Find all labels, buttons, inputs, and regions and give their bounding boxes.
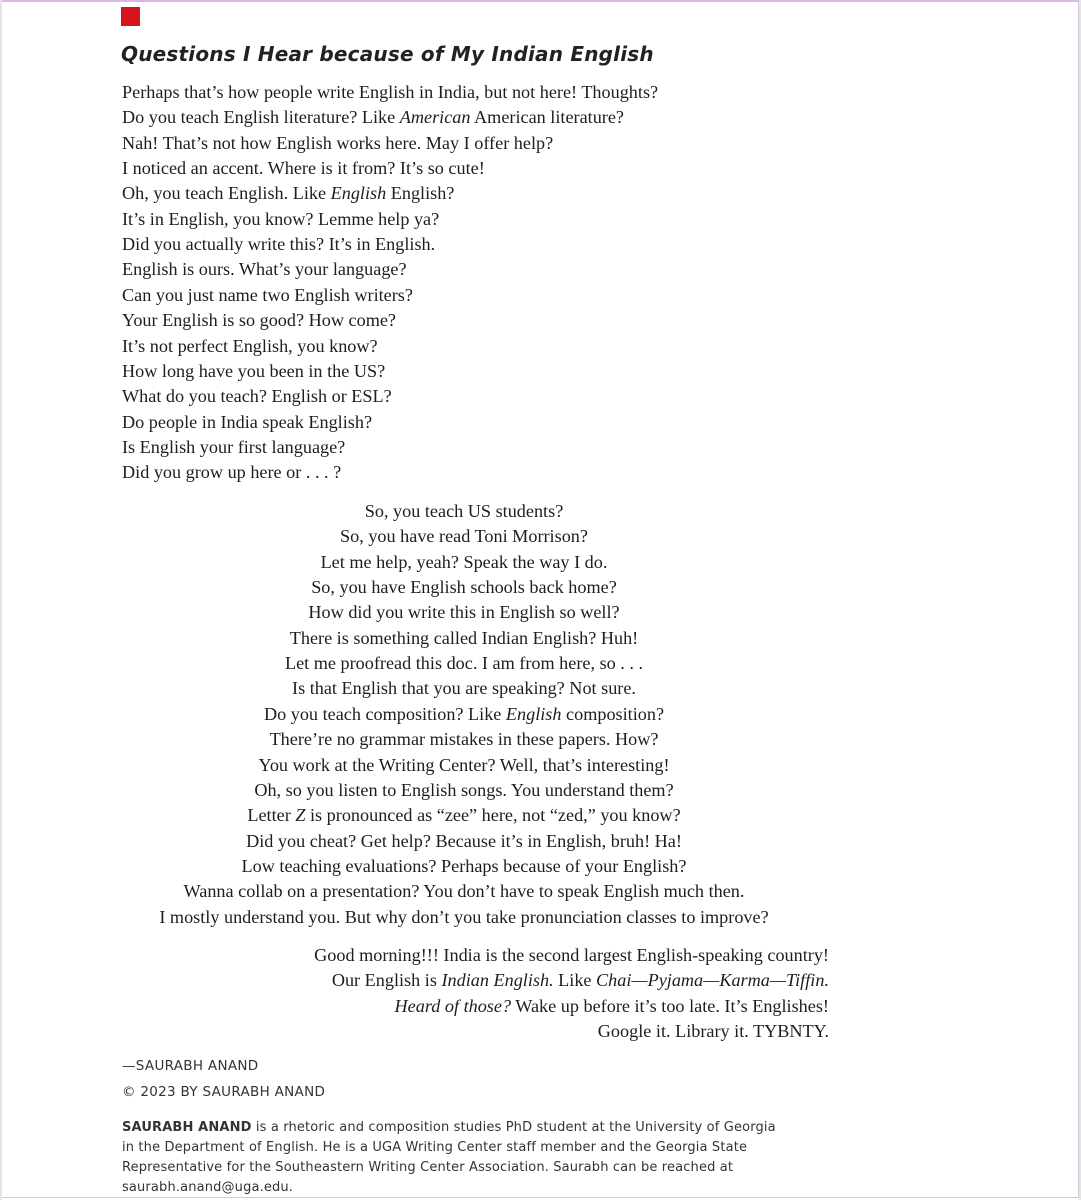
poem-line: There is something called Indian English? Huh!: [289, 627, 639, 648]
poem-line: Google it. Library it. TYBNTY.: [597, 1021, 829, 1042]
poem-line: Did you grow up here or . . . ?: [122, 462, 342, 483]
copyright-notice: © 2023 BY SAURABH ANAND: [122, 1084, 326, 1100]
poem-line: Let me help, yeah? Speak the way I do.: [320, 551, 608, 572]
poem-line: So, you teach US students?: [364, 501, 564, 521]
poem-line: English is ours. What’s your language?: [122, 259, 407, 280]
poem-line: Low teaching evaluations? Perhaps because of your English?: [241, 855, 687, 876]
italic-emphasis: English: [330, 183, 387, 204]
poem-line: I mostly understand you. But why don’t you take pronunciation classes to improve?: [159, 906, 769, 927]
poem-line: Do people in India speak English?: [122, 411, 373, 432]
poem-line: Is that English that you are speaking? Not sure.: [292, 678, 636, 699]
poem-line: How long have you been in the US?: [122, 360, 386, 381]
poem-line: I noticed an accent. Where is it from? It’s so cute!: [122, 158, 485, 179]
bio-email: saurabh.anand@uga.edu.: [122, 1180, 294, 1195]
italic-emphasis: Indian English.: [441, 970, 554, 991]
poem-line: How did you write this in English so well?: [308, 602, 620, 623]
section-marker: [121, 7, 140, 26]
poem-line: There’re no grammar mistakes in these papers. How?: [269, 729, 659, 750]
italic-emphasis: Chai—Pyjama—Karma—Tiffin.: [596, 970, 829, 991]
poem-line: What do you teach? English or ESL?: [122, 386, 392, 407]
italic-emphasis: American: [399, 107, 471, 128]
bio-text: is a rhetoric and composition studies PhD student at the University of Georgia: [251, 1120, 776, 1135]
poem-line: Let me proofread this doc. I am from here, so . . .: [284, 653, 644, 674]
italic-emphasis: Z: [295, 805, 306, 826]
poem-line: So, you have English schools back home?: [311, 577, 617, 598]
bio-line: in the Department of English. He is a UGA Writing Center staff member and the Georgia State: [122, 1140, 748, 1155]
poem-attribution: —SAURABH ANAND: [122, 1058, 259, 1074]
poem-line: Do you teach composition? Like English composition?: [263, 703, 665, 724]
poem-line: Nah! That’s not how English works here. May I offer help?: [122, 132, 554, 153]
author-name: SAURABH ANAND: [122, 1120, 252, 1135]
poem-line: Good morning!!! India is the second largest English-speaking country!: [314, 945, 829, 965]
bio-line: Representative for the Southeastern Writing Center Association. Saurabh can be reached at: [122, 1160, 734, 1175]
author-bio: [122, 1118, 842, 1198]
poem-line: Our English is Indian English. Like Chai—Pyjama—Karma—Tiffin.: [331, 970, 829, 991]
poem-line: Your English is so good? How come?: [122, 310, 396, 331]
poem-title: Questions I Hear because of My Indian English: [121, 42, 654, 66]
poem-line: Heard of those? Wake up before it’s too late. It’s Englishes!: [394, 995, 829, 1016]
italic-emphasis: English: [505, 703, 562, 724]
poem-line: Did you actually write this? It’s in English.: [122, 234, 436, 255]
poem-line: Do you teach English literature? Like American American literature?: [122, 107, 625, 128]
poem-line: Letter Z is pronounced as “zee” here, not “zed,” you know?: [247, 805, 681, 826]
poem-line: Oh, you teach English. Like English English?: [122, 183, 455, 204]
poem-line: Is English your first language?: [122, 436, 346, 457]
poem-line: You work at the Writing Center? Well, that’s interesting!: [258, 754, 670, 775]
poem-line: Can you just name two English writers?: [122, 284, 413, 305]
poem-line: Wanna collab on a presentation? You don’t have to speak English much then.: [183, 881, 745, 902]
poem-line: So, you have read Toni Morrison?: [340, 526, 588, 547]
bio-line: [122, 1118, 842, 1138]
poem-line: Oh, so you listen to English songs. You understand them?: [254, 779, 674, 800]
poem-line: It’s not perfect English, you know?: [122, 335, 378, 356]
poem-line: Perhaps that’s how people write English in India, but not here! Thoughts?: [122, 82, 659, 102]
poem-line: Did you cheat? Get help? Because it’s in English, bruh! Ha!: [246, 830, 682, 851]
italic-emphasis: Heard of those?: [394, 995, 512, 1016]
poem-line: It’s in English, you know? Lemme help ya?: [122, 208, 440, 229]
